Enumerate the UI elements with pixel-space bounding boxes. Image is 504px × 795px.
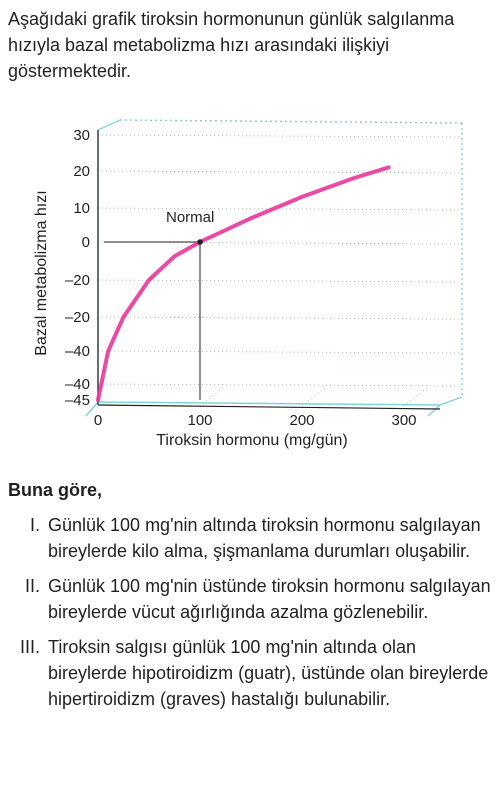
statement-list	[0, 512, 504, 721]
x-axis	[98, 405, 440, 409]
statement-text: Günlük 100 mg'nin altında tiroksin hormonu salgılayan bireylerde kilo alma, şişmanlama durumları oluşabilir.	[48, 515, 481, 561]
statement-text: Tiroksin salgısı günlük 100 mg'nin altında olan bireylerde hipotiroidizm (guatr), üstünde olan bireylerde hipertiroidizm (graves) hastalığı bulunabilir.	[48, 637, 489, 709]
x-tick-labels	[94, 412, 417, 429]
gridline	[98, 384, 460, 386]
x-tick-label: 200	[289, 412, 315, 429]
y-tick-label: –20	[64, 272, 90, 289]
statement-item	[0, 512, 504, 564]
y-tick-label: –45	[64, 392, 90, 409]
gridline	[98, 351, 460, 353]
y-axis-title: Bazal metabolizma hızı	[33, 190, 50, 356]
y-tick-label: –20	[64, 309, 90, 326]
chart-svg	[0, 115, 504, 465]
y-tick-labels	[65, 127, 90, 409]
y-tick-label: 10	[73, 200, 90, 217]
x-tick-label: 300	[391, 412, 417, 429]
y-tick-label: –40	[64, 343, 90, 360]
chart	[0, 115, 504, 465]
statement-number: I.	[29, 515, 40, 535]
gridline	[98, 280, 460, 282]
gridline	[98, 171, 460, 173]
gridline	[302, 387, 326, 406]
y-tick-label: 20	[73, 163, 90, 180]
gridline	[404, 387, 428, 406]
y-tick-label: –40	[64, 376, 90, 393]
x-axis-title: Tiroksin hormonu (mg/gün)	[156, 432, 348, 449]
statement-number: II.	[24, 576, 40, 596]
gridline	[98, 317, 460, 319]
series-line	[98, 167, 389, 400]
y-tick-label: 30	[73, 127, 90, 144]
question-heading: Buna göre,	[8, 480, 103, 500]
gridline	[98, 135, 460, 137]
normal-annotation: Normal	[166, 209, 215, 226]
statement-item	[0, 573, 504, 625]
x-tick-label: 100	[187, 412, 213, 429]
statement-text: Günlük 100 mg'nin üstünde tiroksin hormonu salgılayan bireylerde vücut ağırlığında azalma gözlenebilir.	[48, 576, 491, 622]
x-tick-label: 0	[93, 412, 103, 429]
intro-text: Aşağıdaki grafik tiroksin hormonunun günlük salgılanma hızıyla bazal metabolizma hızı arasındaki ilişkiyi göstermektedir.	[8, 9, 455, 81]
statement-number: III.	[19, 637, 40, 657]
gridlines	[98, 135, 460, 406]
chart-frame	[86, 120, 462, 416]
y-tick-label: 0	[81, 234, 90, 251]
statement-item	[0, 634, 504, 712]
normal-point	[197, 239, 203, 245]
